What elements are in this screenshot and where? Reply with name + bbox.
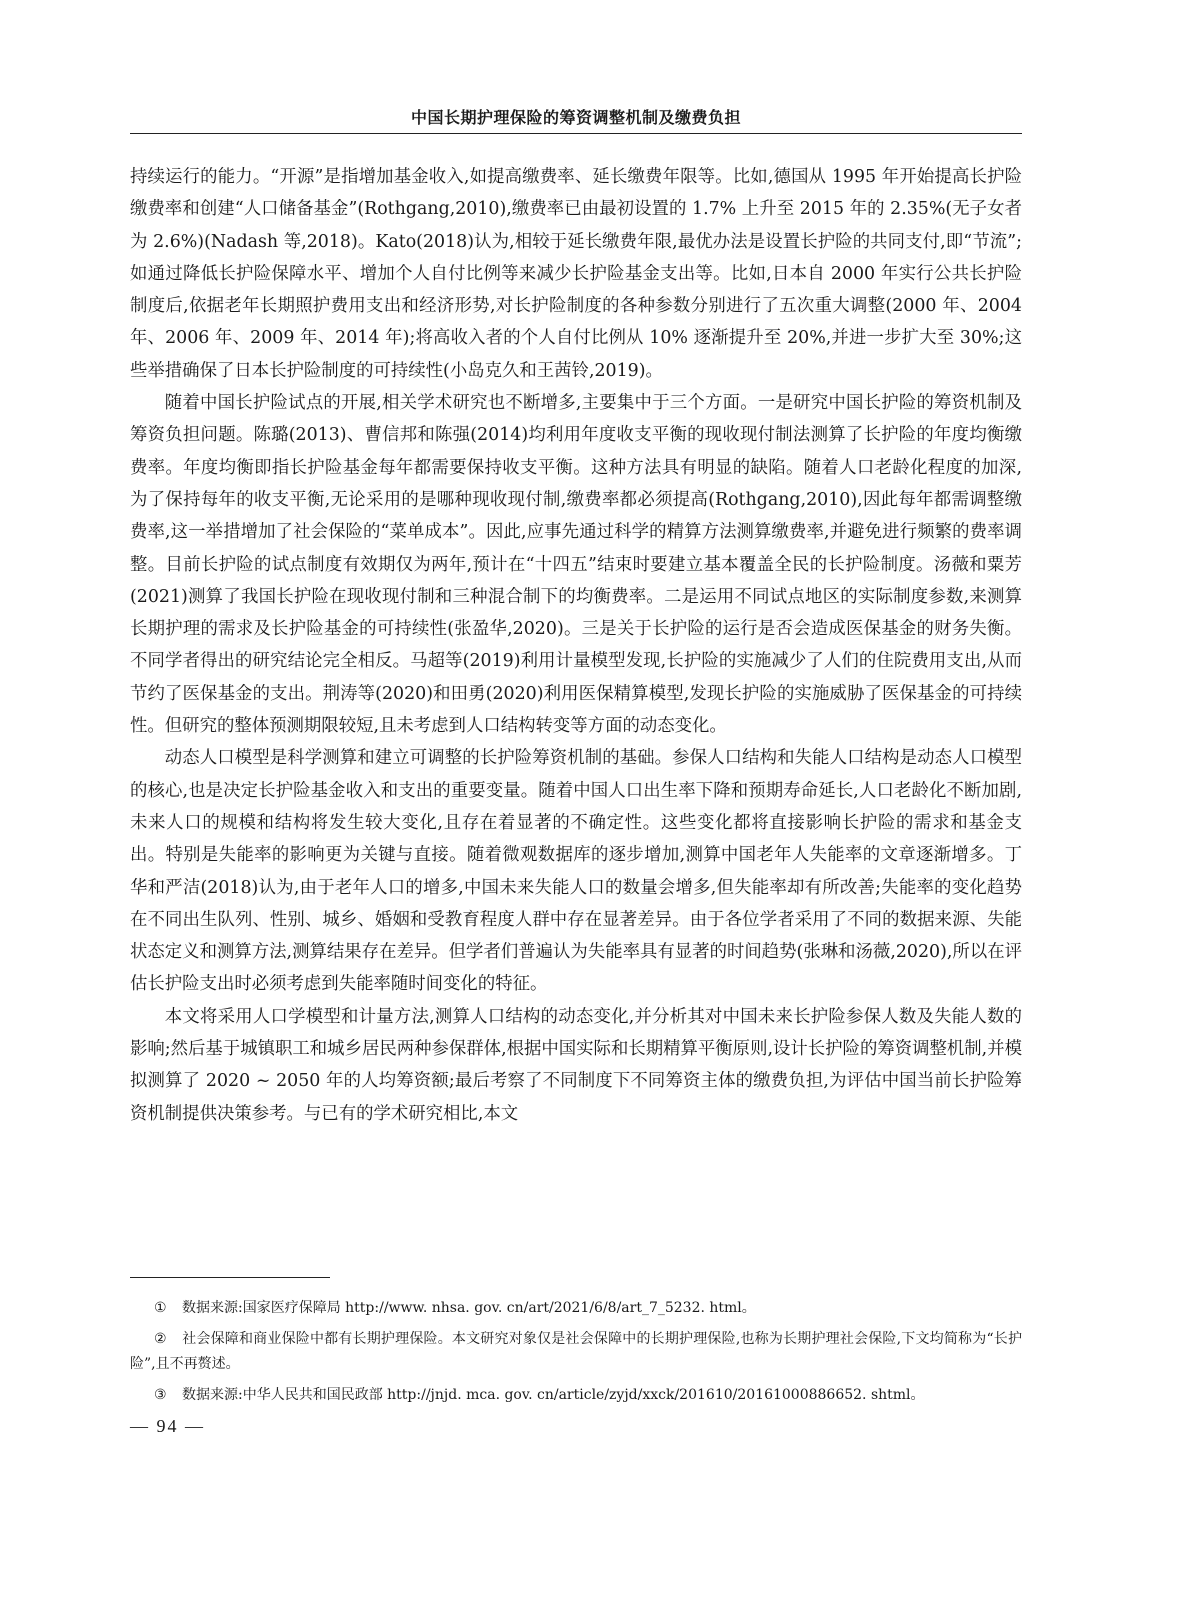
body-paragraph-3: 动态人口模型是科学测算和建立可调整的长护险筹资机制的基础。参保人口结构和失能人口结构是动态人口模型的核心,也是决定长护险基金收入和支出的重要变量。随着中国人口出生率下降和预期寿命延长,人口老龄化不断加剧,未来人口的规模和结构将发生较大变化,且存在着显著的不确定性。这些变化都将直接影响长护险的需求和基金支出。特别是失能率的影响更为关键与直接。随着微观数据库的逐步增加,测算中国老年人失能率的文章逐渐增多。丁华和严洁(2018)认为,由于老年人口的增多,中国未来失能人口的数量会增多,但失能率却有所改善;失能率的变化趋势在不同出生队列、性别、城乡、婚姻和受教育程度人群中存在显著差异。由于各位学者采用了不同的数据来源、失能状态定义和测算方法,测算结果存在差异。但学者们普遍认为失能率具有显著的时间趋势(张琳和汤薇,2020),所以在评估长护险支出时必须考虑到失能率随时间变化的特征。	[130, 748, 1022, 995]
footnote-3	[130, 1383, 1022, 1408]
footnote-marker: ③	[154, 1387, 167, 1403]
footnote-divider	[130, 1277, 330, 1278]
footnote-marker: ②	[154, 1331, 167, 1347]
footnote-text: 数据来源:国家医疗保障局 http://www. nhsa. gov. cn/art/2021/6/8/art_7_5232. html。	[182, 1300, 756, 1316]
body-paragraph-2: 随着中国长护险试点的开展,相关学术研究也不断增多,主要集中于三个方面。一是研究中国长护险的筹资机制及筹资负担问题。陈璐(2013)、曹信邦和陈强(2014)均利用年度收支平衡的现收现付制法测算了长护险的年度均衡缴费率。年度均衡即指长护险基金每年都需要保持收支平衡。这种方法具有明显的缺陷。随着人口老龄化程度的加深,为了保持每年的收支平衡,无论采用的是哪种现收现付制,缴费率都必须提高(Rothgang,2010),因此每年都需调整缴费率,这一举措增加了社会保险的“菜单成本”。因此,应事先通过科学的精算方法测算缴费率,并避免进行频繁的费率调整。目前长护险的试点制度有效期仅为两年,预计在“十四五”结束时要建立基本覆盖全民的长护险制度。汤薇和粟芳(2021)测算了我国长护险在现收现付制和三种混合制下的均衡费率。二是运用不同试点地区的实际制度参数,来测算长期护理的需求及长护险基金的可持续性(张盈华,2020)。三是关于长护险的运行是否会造成医保基金的财务失衡。不同学者得出的研究结论完全相反。马超等(2019)利用计量模型发现,长护险的实施减少了人们的住院费用支出,从而节约了医保基金的支出。荆涛等(2020)和田勇(2020)利用医保精算模型,发现长护险的实施威胁了医保基金的可持续性。但研究的整体预测期限较短,且未考虑到人口结构转变等方面的动态变化。	[130, 393, 1022, 737]
body-paragraph-4: 本文将采用人口学模型和计量方法,测算人口结构的动态变化,并分析其对中国未来长护险参保人数及失能人数的影响;然后基于城镇职工和城乡居民两种参保群体,根据中国实际和长期精算平衡原则,设计长护险的筹资调整机制,并模拟测算了 2020 ~ 2050 年的人均筹资额;最后考察了不同制度下不同筹资主体的缴费负担,为评估中国当前长护险筹资机制提供决策参考。与已有的学术研究相比,本文	[130, 1006, 1022, 1124]
page-number: — 94 —	[130, 1416, 205, 1436]
body-paragraph-1: 持续运行的能力。“开源”是指增加基金收入,如提高缴费率、延长缴费年限等。比如,德国从 1995 年开始提高长护险缴费率和创建“人口储备基金”(Rothgang,2010),缴费率已由最初设置的 1.7% 上升至 2015 年的 2.35%(无子女者为 2.6%)(Nadash 等,2018)。Kato(2018)认为,相较于延长缴费年限,最优办法是设置长护险的共同支付,即“节流”;如通过降低长护险保障水平、增加个人自付比例等来减少长护险基金支出等。比如,日本自 2000 年实行公共长护险制度后,依据老年长期照护费用支出和经济形势,对长护险制度的各种参数分别进行了五次重大调整(2000 年、2004 年、2006 年、2009 年、2014 年);将高收入者的个人自付比例从 10% 逐渐提升至 20%,并进一步扩大至 30%;这些举措确保了日本长护险制度的可持续性(小岛克久和王茜铃,2019)。	[130, 167, 1022, 381]
footnote-1	[130, 1296, 1022, 1321]
running-header-title: 中国长期护理保险的筹资调整机制及缴费负担	[410, 108, 741, 127]
footnote-text: 社会保障和商业保险中都有长期护理保险。本文研究对象仅是社会保障中的长期护理保险,也称为长期护理社会保险,下文均简称为“长护险”,且不再赘述。	[130, 1331, 1022, 1372]
footnote-2	[130, 1327, 1022, 1377]
main-body	[130, 161, 1022, 1130]
footnotes	[130, 1296, 1022, 1414]
header-divider	[130, 133, 1022, 134]
footnote-marker: ①	[154, 1300, 167, 1316]
footnote-text: 数据来源:中华人民共和国民政部 http://jnjd. mca. gov. cn/article/zyjd/xxck/201610/20161000886652. shtml。	[182, 1387, 925, 1403]
